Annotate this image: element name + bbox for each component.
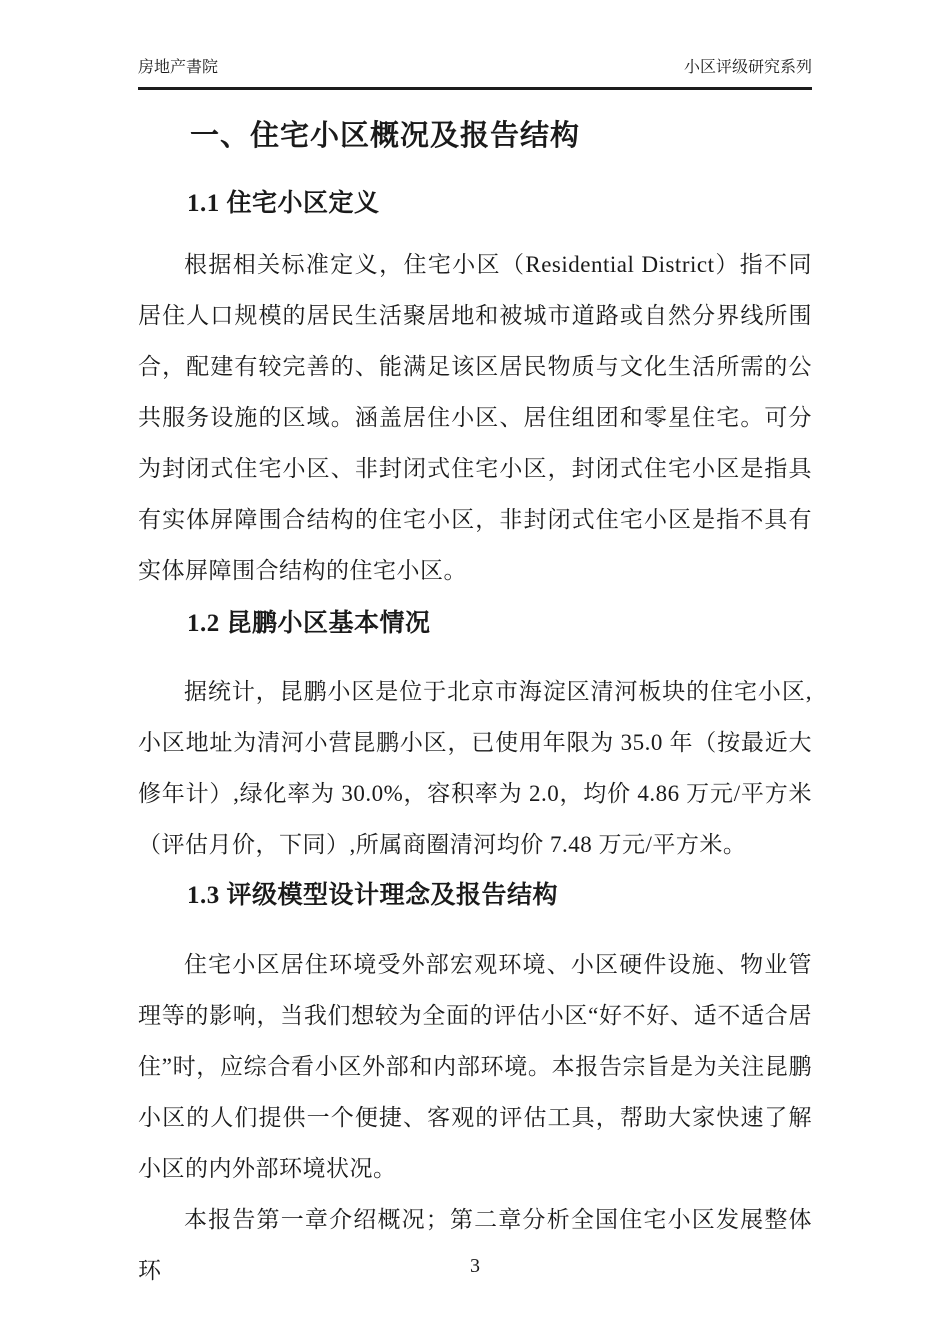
page-footer	[0, 1252, 950, 1280]
section-heading-1-2: 1.2 昆鹏小区基本情况	[187, 610, 431, 637]
page-number: 3	[470, 1255, 480, 1277]
section-heading-1-3: 1.3 评级模型设计理念及报告结构	[187, 882, 559, 909]
header-left-text: 房地产書院	[138, 59, 219, 76]
paragraph-section-1-3-continued: 本报告第一章介绍概况；第二章分析全国住宅小区发展整体环	[138, 1207, 812, 1283]
paragraph-section-1-2: 据统计，昆鹏小区是位于北京市海淀区清河板块的住宅小区,小区地址为清河小营昆鹏小区，已使用年限为 35.0 年（按最近大修年计）,绿化率为 30.0%，容积率为 2.0，均价 4.86 万元/平方米（评估月价，下同）,所属商圈清河均价 7.48 万元/平方米。	[138, 679, 812, 857]
document-body	[138, 0, 812, 1296]
paragraph-section-1-3: 住宅小区居住环境受外部宏观环境、小区硬件设施、物业管理等的影响，当我们想较为全面的评估小区“好不好、适不适合居住”时，应综合看小区外部和内部环境。本报告宗旨是为关注昆鹏小区的人们提供一个便捷、客观的评估工具，帮助大家快速了解小区的内外部环境状况。	[138, 952, 812, 1181]
section-heading-1-1: 1.1 住宅小区定义	[187, 190, 380, 217]
chapter-title: 一、住宅小区概况及报告结构	[190, 120, 581, 152]
header-right-text: 小区评级研究系列	[683, 59, 812, 76]
paragraph-section-1-1: 根据相关标准定义，住宅小区（Residential District）指不同居住人口规模的居民生活聚居地和被城市道路或自然分界线所围合，配建有较完善的、能满足该区居民物质与文化生活所需的公共服务设施的区域。涵盖居住小区、居住组团和零星住宅。可分为封闭式住宅小区、非封闭式住宅小区，封闭式住宅小区是指具有实体屏障围合结构的住宅小区，非封闭式住宅小区是指不具有实体屏障围合结构的住宅小区。	[138, 252, 812, 583]
